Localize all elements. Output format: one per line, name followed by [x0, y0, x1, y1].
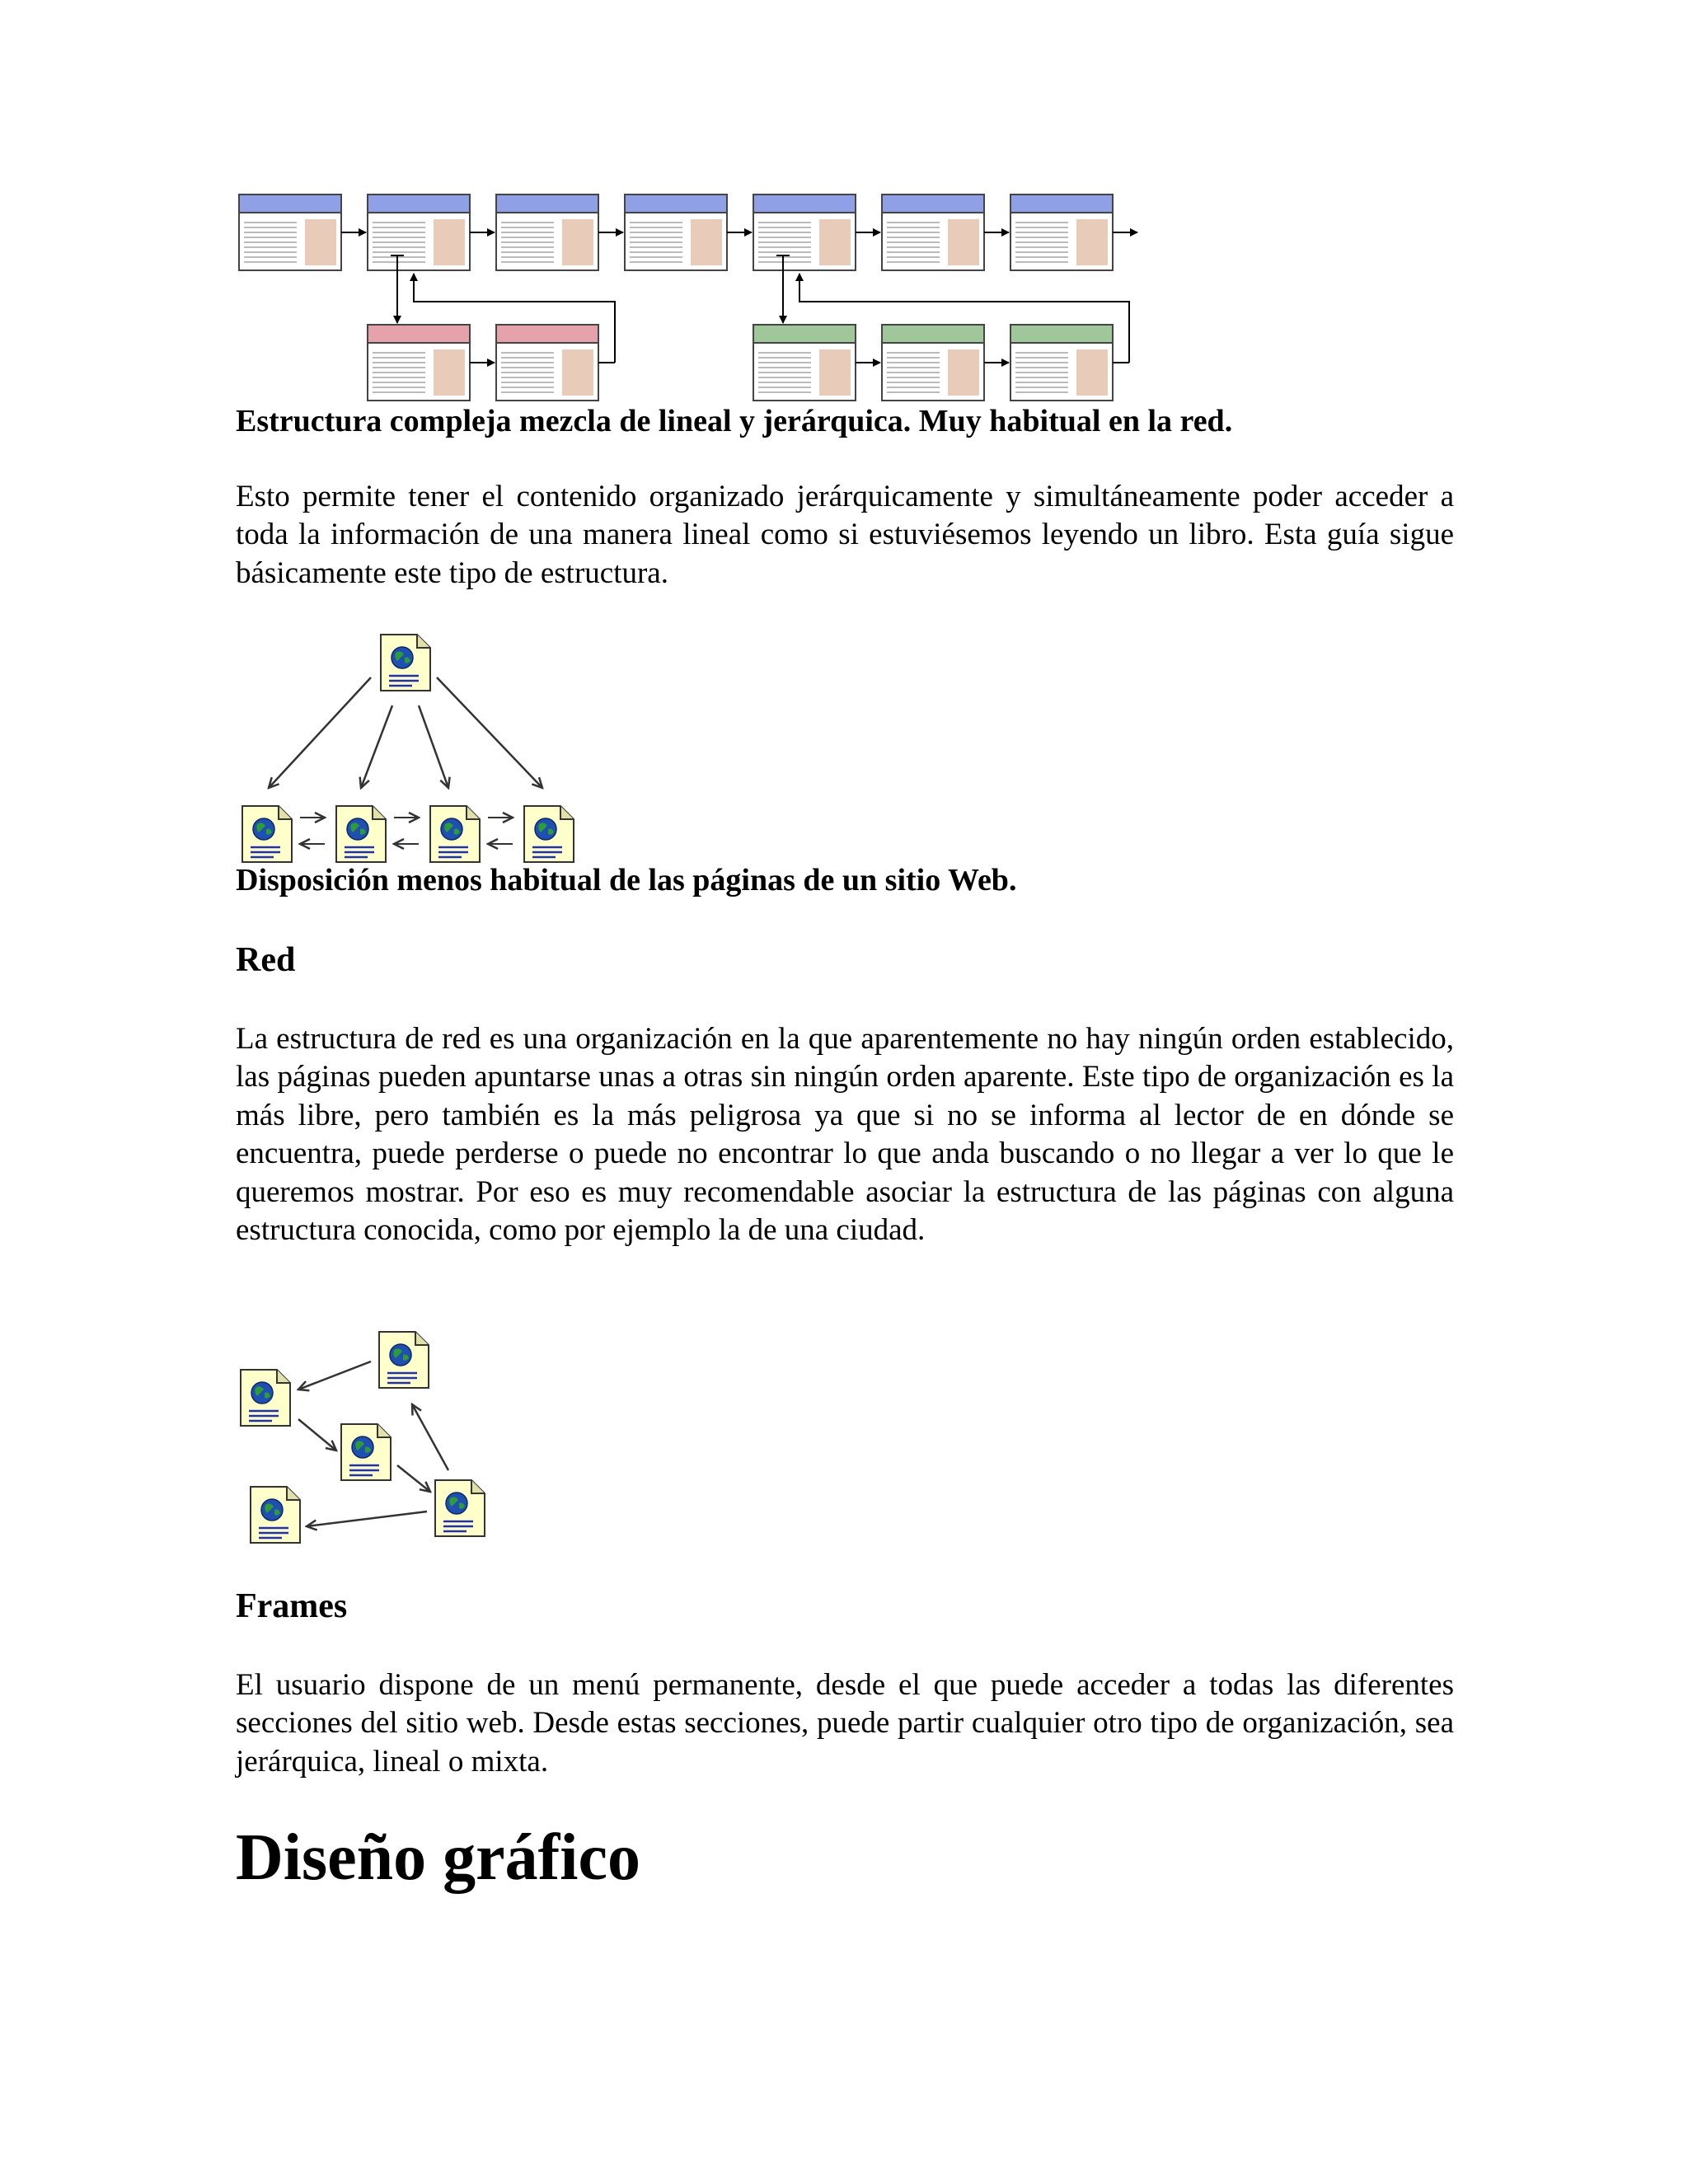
page-thumbnail-branch-a-1: [368, 325, 470, 401]
hierarchy-arrows: [269, 677, 542, 788]
less-common-layout-diagram: [236, 631, 582, 862]
page-thumbnail-1: [239, 194, 341, 270]
figure-caption-mixed-structure: Estructura compleja mezcla de lineal y jerárquica. Muy habitual en la red.: [236, 404, 1233, 438]
web-page-globe-icon: [251, 1487, 300, 1543]
page-thumbnail-7: [1010, 194, 1113, 270]
page-thumbnail-2: [368, 194, 470, 270]
paragraph-frames: El usuario dispone de un menú permanente, desde el que puede acceder a todas las diferentes secciones del sitio web. Desde estas secciones, puede partir cualquier otro tipo de organización, sea jerárquica, lineal o mixta.: [236, 1668, 1454, 1779]
page-thumbnail-branch-a-2: [496, 325, 598, 401]
web-page-globe-icon: [241, 1370, 290, 1426]
page-thumbnail-branch-b-1: [753, 325, 856, 401]
figure-caption-less-common: Disposición menos habitual de las páginas de un sitio Web.: [236, 863, 1017, 898]
web-page-globe-icon: [341, 1424, 391, 1480]
web-page-globe-icon: [336, 806, 386, 862]
linear-double-arrows: [300, 818, 513, 844]
web-page-globe-icon: [524, 806, 574, 862]
web-page-globe-icon: [435, 1480, 485, 1536]
web-page-globe-icon: [242, 806, 292, 862]
network-structure-diagram: [236, 1329, 499, 1551]
section-heading-frames: Frames: [236, 1587, 348, 1625]
page-thumbnail-6: [882, 194, 984, 270]
page-thumbnail-3: [496, 194, 598, 270]
web-page-globe-icon: [430, 806, 480, 862]
page-thumbnail-branch-b-2: [882, 325, 984, 401]
web-page-globe-icon: [379, 1332, 429, 1388]
page-thumbnail-4: [625, 194, 727, 270]
mixed-structure-diagram: [231, 190, 1146, 404]
page-thumbnail-5: [753, 194, 856, 270]
section-heading-red: Red: [236, 941, 296, 979]
section-heading-design: Diseño gráfico: [236, 1821, 641, 1894]
web-page-globe-icon: [381, 635, 430, 691]
page-thumbnail-branch-b-3: [1010, 325, 1113, 401]
paragraph-mixed-structure: Esto permite tener el contenido organizado jerárquicamente y simultáneamente poder acceder a toda la información de una manera lineal como si estuviésemos leyendo un libro. Esta guía sigue básicamente este tipo de estructura.: [236, 480, 1454, 590]
paragraph-red: La estructura de red es una organización en la que aparentemente no hay ningún orden establecido, las páginas pueden apuntarse unas a otras sin ningún orden aparente. Este tipo de organización es la más libre, pero también es la más peligrosa ya que si no se informa al lector de en dónde se encuentra, puede perderse o puede no encontrar lo que anda buscando o no llegar a ver lo que le queremos mostrar. Por eso es muy recomendable asociar la estructura de las páginas con alguna estructura conocida, como por ejemplo la de una ciudad.: [236, 1022, 1454, 1248]
